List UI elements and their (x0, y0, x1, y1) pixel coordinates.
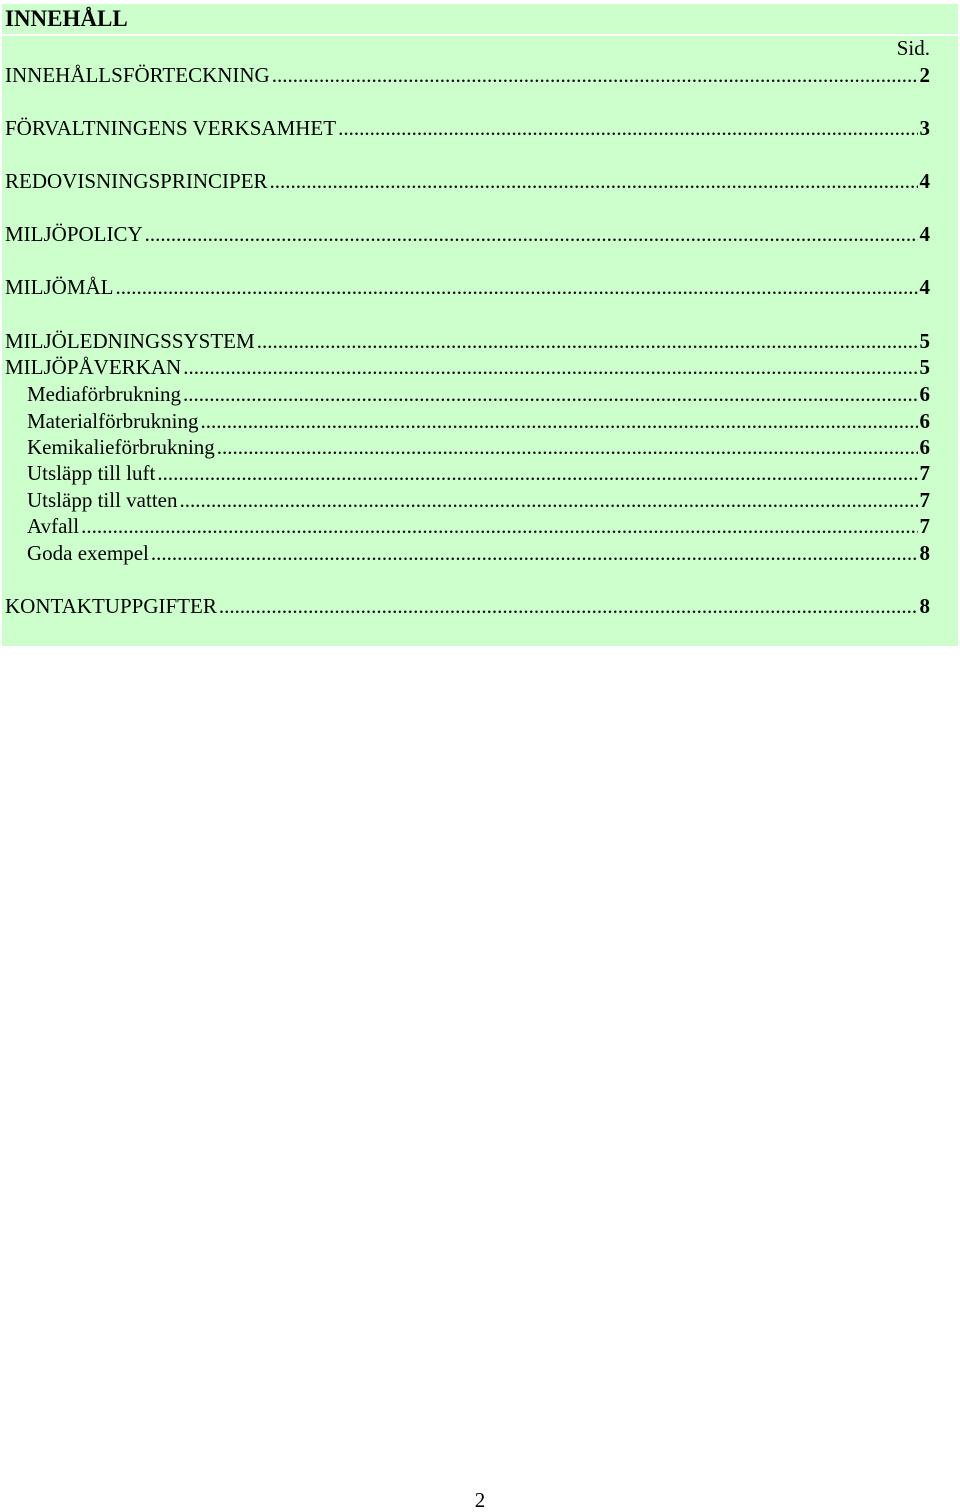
toc-entry-title: Materialförbrukning (27, 409, 199, 433)
toc-entry-title: Avfall (27, 514, 80, 538)
toc-entry-page: 8 (919, 594, 930, 618)
toc-entry-page: 6 (919, 409, 930, 433)
page-number: 2 (474, 1488, 486, 1512)
page-title: INNEHÅLL (5, 6, 128, 31)
toc-entry[interactable] (27, 540, 930, 566)
toc-entry[interactable] (27, 434, 930, 460)
toc-entry-title: Utsläpp till luft (27, 461, 156, 485)
toc-entry[interactable] (5, 221, 930, 247)
toc-entry-page: 4 (919, 222, 930, 246)
toc-entry-page: 5 (919, 329, 930, 353)
toc-entry-title: REDOVISNINGSPRINCIPER (5, 169, 268, 193)
toc-dot-leader (219, 593, 918, 619)
toc-dot-leader (257, 328, 918, 354)
toc-dot-leader (272, 62, 918, 88)
toc-entry-page: 7 (919, 461, 930, 485)
toc-entry-title: Kemikalieförbrukning (27, 435, 215, 459)
toc-dot-leader (217, 434, 918, 460)
toc-entry-title: MILJÖPÅVERKAN (5, 355, 182, 379)
toc-entry[interactable] (27, 487, 930, 513)
toc-entry-page: 2 (919, 63, 930, 87)
toc-entry-title: MILJÖLEDNINGSSYSTEM (5, 329, 255, 353)
toc-entry-page: 5 (919, 355, 930, 379)
toc-entry-title: KONTAKTUPPGIFTER (5, 594, 217, 618)
toc-dot-leader (81, 513, 917, 539)
toc-dot-leader (145, 221, 918, 247)
toc-dot-leader (200, 408, 917, 434)
toc-dot-leader (157, 460, 917, 486)
toc-dot-leader (183, 381, 918, 407)
toc-entry-title: FÖRVALTNINGENS VERKSAMHET (5, 116, 337, 140)
toc-entry-title: MILJÖMÅL (5, 275, 114, 299)
toc-entry-title: MILJÖPOLICY (5, 222, 143, 246)
toc-dot-leader (270, 168, 918, 194)
toc-dot-leader (183, 354, 917, 380)
toc-entry[interactable] (5, 328, 930, 354)
toc-dot-leader (116, 274, 918, 300)
toc-entry[interactable] (27, 460, 930, 486)
toc-entry-page: 4 (919, 275, 930, 299)
toc-entry-page: 4 (919, 169, 930, 193)
toc-dot-leader (179, 487, 917, 513)
toc-entry-title: Utsläpp till vatten (27, 488, 178, 512)
toc-entry[interactable] (5, 168, 930, 194)
heading-band (2, 4, 958, 34)
toc-entry-page: 3 (919, 116, 930, 140)
toc-entry[interactable] (5, 354, 930, 380)
toc-entry[interactable] (27, 381, 930, 407)
toc-entry[interactable] (27, 513, 930, 539)
toc-dot-leader (151, 540, 918, 566)
toc-entry[interactable] (27, 408, 930, 434)
toc-entry[interactable] (5, 593, 930, 619)
page-column-label: Sid. (896, 36, 930, 60)
toc-entry-page: 7 (919, 488, 930, 512)
toc-entry[interactable] (5, 115, 930, 141)
toc-entry-page: 7 (919, 514, 930, 538)
toc-entry-page: 6 (919, 382, 930, 406)
toc-dot-leader (338, 115, 917, 141)
toc-entry-title: Mediaförbrukning (27, 382, 181, 406)
toc-entry-title: INNEHÅLLSFÖRTECKNING (5, 63, 270, 87)
toc-entry-title: Goda exempel (27, 541, 149, 565)
toc-entry[interactable] (5, 62, 930, 88)
toc-entry-page: 6 (919, 435, 930, 459)
toc-entry[interactable] (5, 274, 930, 300)
toc-entry-page: 8 (919, 541, 930, 565)
